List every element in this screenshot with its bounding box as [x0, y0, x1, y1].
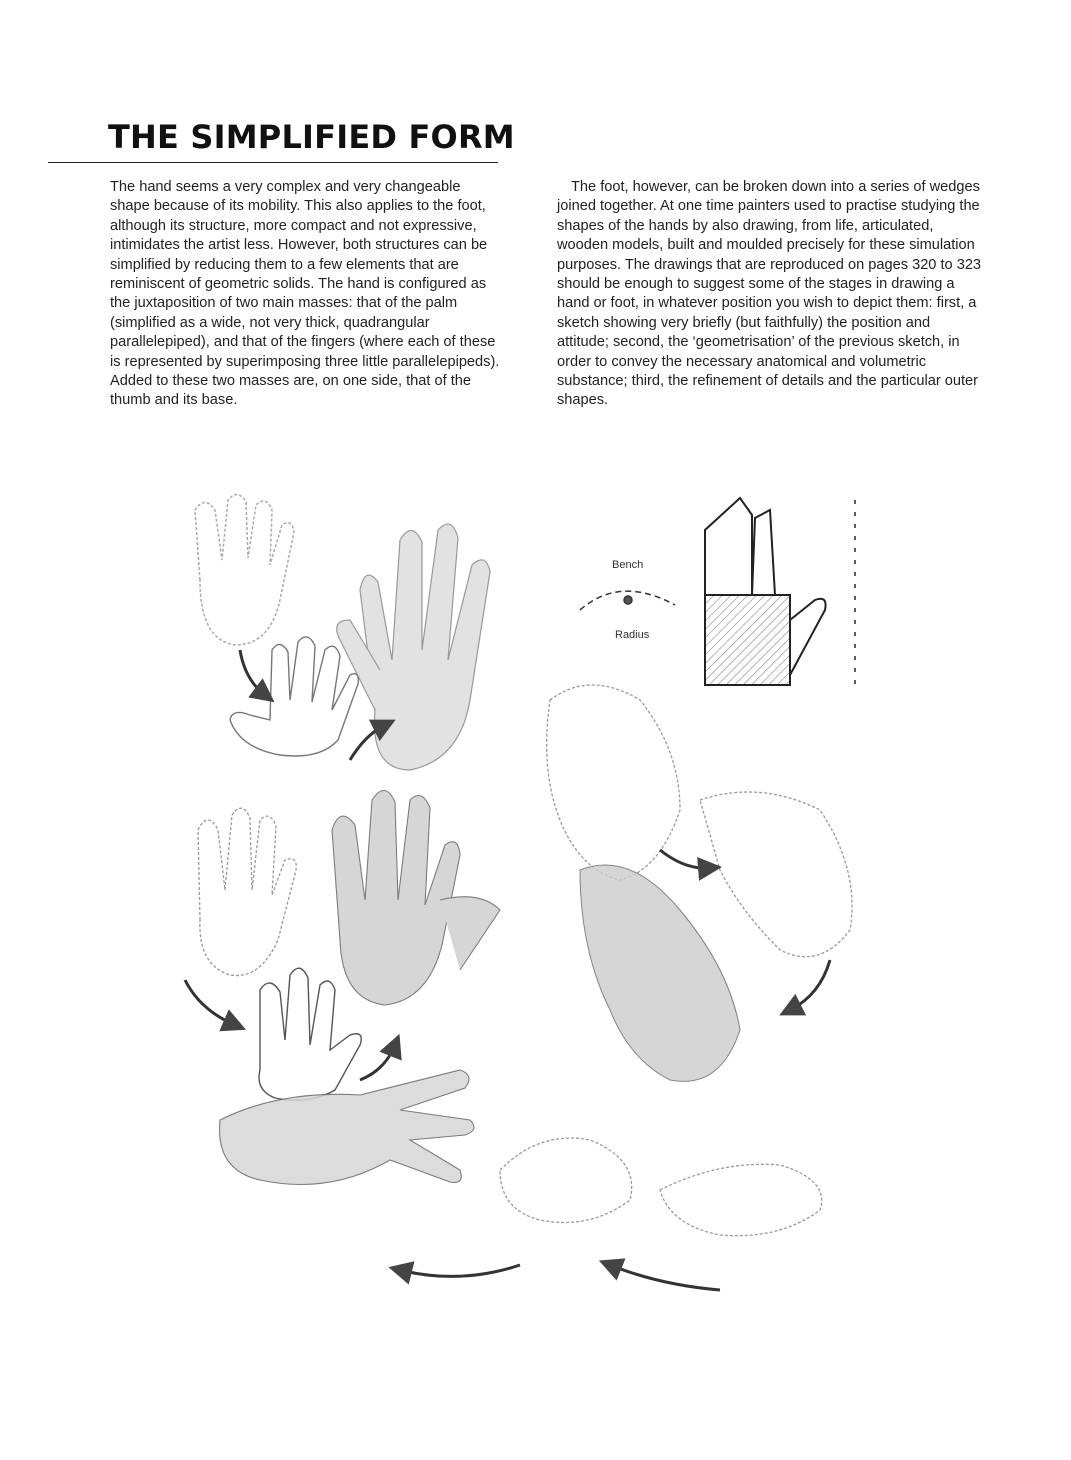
hand-geometric [705, 498, 855, 685]
text-column-right [557, 178, 982, 411]
title-underline [48, 162, 498, 163]
hand-sketch-2 [230, 637, 358, 756]
page-title: THE SIMPLIFIED FORM [108, 118, 515, 156]
hand-sketches-illustration [160, 470, 890, 1310]
label-top: Bench [612, 559, 644, 571]
hand-shaded-2 [580, 865, 740, 1081]
hand-sketch-4 [198, 808, 296, 975]
hand-shaded-4 [220, 1070, 475, 1185]
hand-sketch-5 [259, 968, 361, 1100]
hand-shaded-1 [337, 524, 490, 770]
text-column-left [110, 178, 500, 411]
hand-shaded-3 [332, 790, 500, 1005]
rotation-diagram [580, 591, 675, 610]
paragraph-right: The foot, however, can be broken down into a series of wedges joined together. At one time painters used to practise studying the shapes of the hands by also drawing, from life, articulated, wooden models, built and moulded precisely for these simulation purposes. The drawings that are reproduced on pages 320 to 323 should be enough to suggest some of the stages in drawing a hand or foot, in whatever position you wish to depict them: first, a sketch showing very briefly (but faithfully) the position and attitude; second, the ‘geometrisation’ of the previous sketch, in order to convey the necessary anatomical and volumetric substance; third, the refinement of details and the particular outer shapes. [557, 179, 982, 409]
paragraph-left: The hand seems a very complex and very changeable shape because of its mobility. This also applies to the foot, although its structure, more compact and not expressive, intimidates the artist less. However, both structures can be simplified by reducing them to a few elements that are reminiscent of geometric solids. The hand is configured as the juxtaposition of two main masses: that of the palm (simplified as a wide, not very thick, quadrangular parallelepiped), and that of the fingers (where each of these is represented by superimposing three little parallelepipeds). Added to these two masses are, on one side, that of the thumb and its base. [110, 179, 500, 409]
hand-sketch-1 [195, 494, 294, 645]
label-bottom: Radius [615, 629, 650, 641]
hand-sketch-6 [500, 1138, 822, 1236]
